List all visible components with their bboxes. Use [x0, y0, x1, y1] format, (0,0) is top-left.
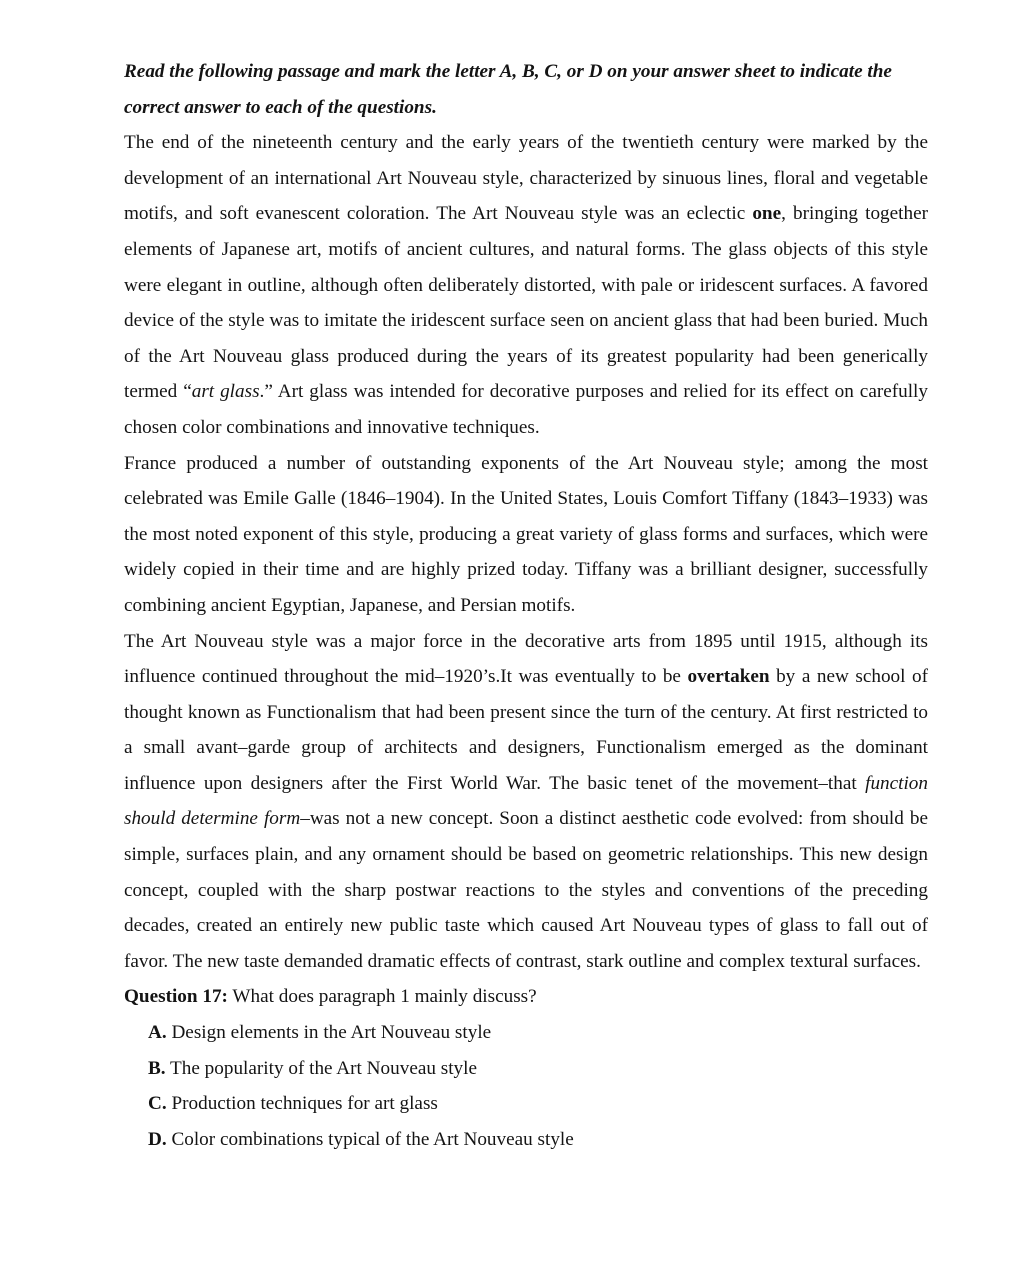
question-text: What does paragraph 1 mainly discuss? [227, 986, 537, 1008]
paragraph-3-text-e: –was not a new concept. Soon a distinct aesthetic code evolved: from should be simple, surfaces plain, and any ornament should be based on geometric relationships. This new design concept, coupled with the sharp postwar reactions to the styles and conventions of the preceding decades, created an entirely new public taste which caused Art Nouveau types of glass to fall out of favor. The new taste demanded dramatic effects of contrast, stark outline and complex textural surfaces. [124, 808, 928, 972]
paragraph-3 [124, 624, 928, 980]
option-d[interactable] [148, 1122, 928, 1158]
italic-term-art-glass: art glass [191, 381, 260, 403]
option-c-letter: C. [148, 1093, 167, 1115]
paragraph-1 [124, 125, 928, 445]
paragraph-1-text-c: , bringing together elements of Japanese art, motifs of ancient cultures, and natural forms. The glass objects of this style were elegant in outline, although often deliberately distorted, with pale or iridescent surfaces. A favored device of the style was to imitate the iridescent surface seen on ancient glass that had been buried. Much of the Art Nouveau glass produced during the years of its greatest popularity had been generically termed “ [124, 203, 928, 403]
option-b-letter: B. [148, 1057, 166, 1079]
instruction-heading: Read the following passage and mark the letter A, B, C, or D on your answer sheet to indicate the correct answer to each of the questions. [124, 61, 892, 118]
paragraph-2: France produced a number of outstanding exponents of the Art Nouveau style; among the most celebrated was Emile Galle (1846–1904). In the United States, Louis Comfort Tiffany (1843–1933) was the most noted exponent of this style, producing a great variety of glass forms and surfaces, which were widely copied in their time and are highly prized today. Tiffany was a brilliant designer, successfully combining ancient Egyptian, Japanese, and Persian motifs. [124, 452, 928, 616]
option-c-text: Production techniques for art glass [166, 1093, 438, 1115]
option-b[interactable] [148, 1051, 928, 1087]
option-d-text: Color combinations typical of the Art Nouveau style [166, 1128, 574, 1150]
option-c[interactable] [148, 1086, 928, 1122]
answer-options [124, 1015, 928, 1157]
question-label: Question 17: [124, 986, 228, 1008]
option-d-letter: D. [148, 1128, 167, 1150]
question-17 [124, 979, 928, 1015]
paragraph-1-text-a: The end of the nineteenth century and the early years of the twentieth century were marked by the development of an international Art Nouveau style, characterized by sinuous lines, floral and vegetable motifs, and soft evanescent coloration. The Art Nouveau style was an eclectic [124, 132, 928, 225]
document-page [124, 54, 928, 1157]
option-a[interactable] [148, 1015, 928, 1051]
paragraph-1-text-e: .” Art glass was intended for decorative purposes and relied for its effect on carefully chosen color combinations and innovative techniques. [124, 381, 928, 438]
option-a-letter: A. [148, 1022, 167, 1044]
paragraph-3-text-c: by a new school of thought known as Functionalism that had been present since the turn of the century. At first restricted to a small avant–garde group of architects and designers, Functionalism emerged as the dominant influence upon designers after the First World War. The basic tenet of the movement–that [124, 666, 928, 794]
highlighted-word-overtaken: overtaken [687, 666, 770, 688]
italic-phrase-function-form: function should determine form [124, 772, 928, 830]
highlighted-word-one: one [752, 203, 782, 225]
option-b-text: The popularity of the Art Nouveau style [165, 1057, 477, 1079]
option-a-text: Design elements in the Art Nouveau style [166, 1022, 492, 1044]
paragraph-3-text-a: The Art Nouveau style was a major force in the decorative arts from 1895 until 1915, although its influence continued throughout the mid–1920’s.It was eventually to be [124, 630, 928, 688]
